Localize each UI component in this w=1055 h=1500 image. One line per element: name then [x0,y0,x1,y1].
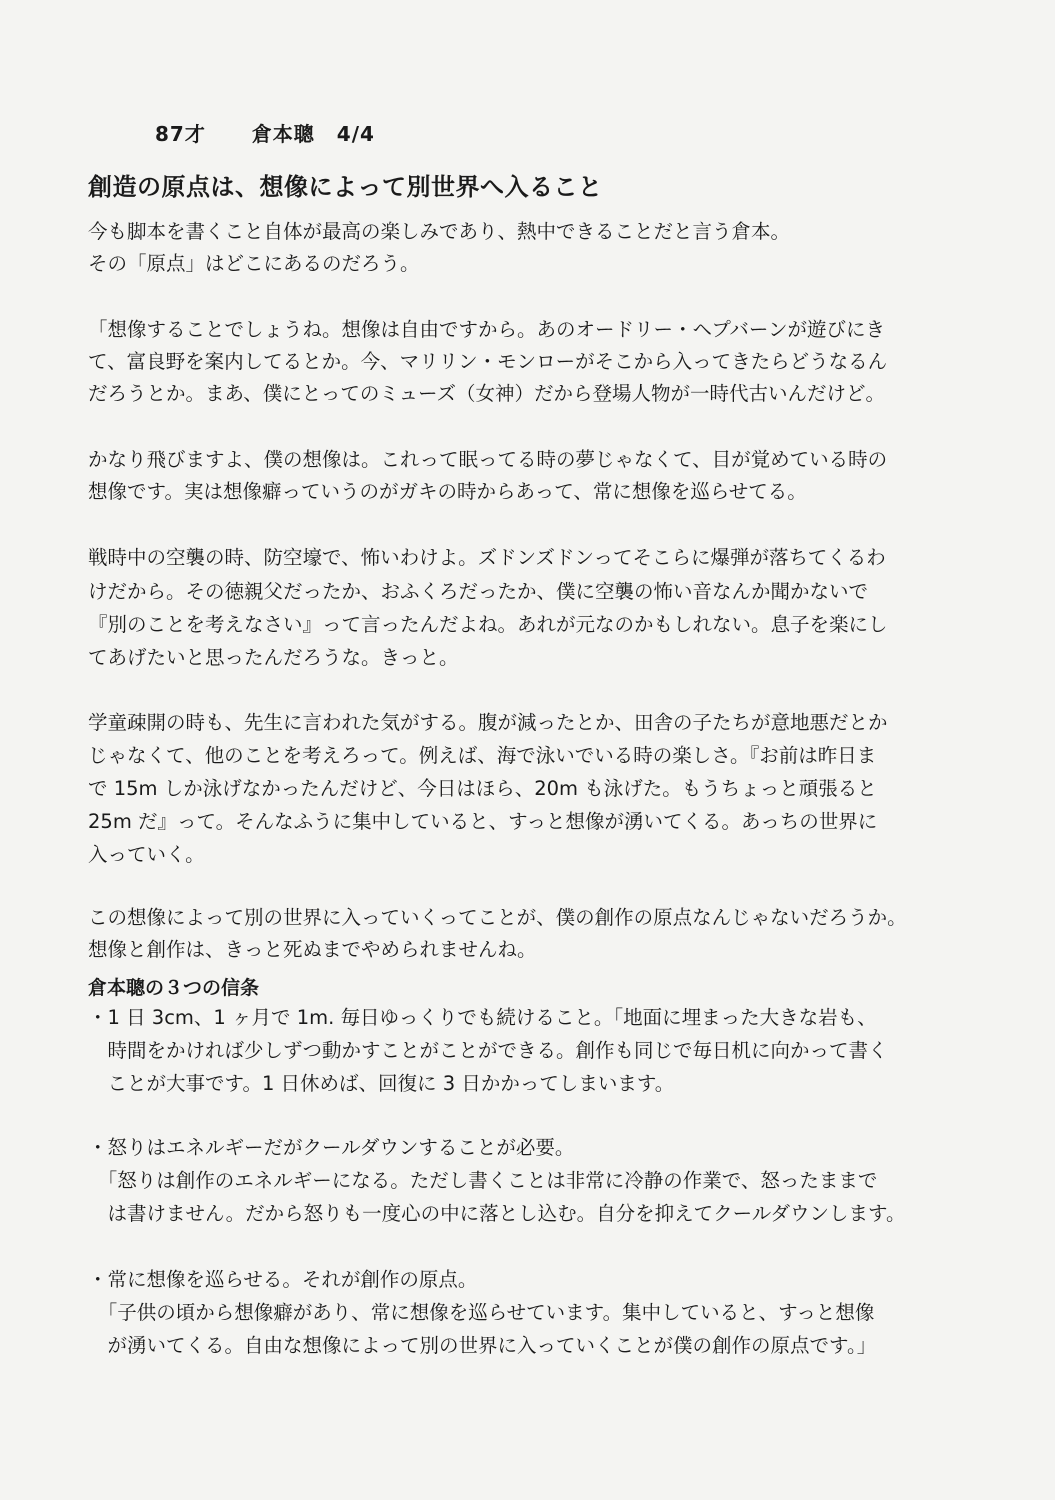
body-line: で 15m しか泳げなかったんだけど、今日はほら、20m も泳げた。もうちょっと頑張ると [88,777,877,800]
principles-heading: 倉本聰の３つの信条 [88,977,260,999]
page-header [155,118,375,147]
body-line: だろうとか。まあ、僕にとってのミューズ（女神）だから登場人物が一時代古いんだけど。 [88,382,885,405]
principle-line: ・怒りはエネルギーだがクールダウンすることが必要。 [88,1136,575,1159]
body-line: 「想像することでしょうね。想像は自由ですから。あのオードリー・ヘプバーンが遊びにき [88,318,885,341]
body-line: 今も脚本を書くこと自体が最高の楽しみであり、熱中できることだと言う倉本。 [88,220,791,243]
body-line: けだから。その徳親父だったか、おふくろだったか、僕に空襲の怖い音なんか聞かないで [88,580,869,603]
body-line: 入っていく。 [88,843,205,866]
body-line: この想像によって別の世界に入っていくってことが、僕の創作の原点なんじゃないだろうか。 [88,906,907,929]
header-name: 倉本聰 [251,122,315,146]
body-line: 25m だ』って。そんなふうに集中していると、すっと想像が湧いてくる。あっちの世界に [88,810,878,833]
article-title: 創造の原点は、想像によって別世界へ入ること [88,173,603,201]
body-line: じゃなくて、他のことを考えろって。例えば、海で泳いでいる時の楽しさ。『お前は昨日ま [88,744,877,767]
principle-line: ことが大事です。1 日休めば、回復に 3 日かかってしまいます。 [88,1072,675,1095]
principle-line: 時間をかければ少しずつ動かすことがことができる。創作も同じで毎日机に向かって書く [88,1039,888,1062]
body-line: かなり飛びますよ、僕の想像は。これって眠ってる時の夢じゃなくて、目が覚めている時の [88,448,888,471]
body-line: てあげたいと思ったんだろうな。きっと。 [88,646,459,669]
principle-line: 「子供の頃から想像癖があり、常に想像を巡らせています。集中していると、すっと想像 [88,1301,875,1324]
body-line: 想像と創作は、きっと死ぬまでやめられませんね。 [88,938,537,961]
principle-line: 「怒りは創作のエネルギーになる。ただし書くことは非常に冷静の作業で、怒ったままで [88,1169,878,1192]
principle-line: ・1 日 3cm、1 ヶ月で 1m. 毎日ゆっくりでも続けること。「地面に埋まった大きな岩も、 [88,1006,877,1029]
body-line: その「原点」はどこにあるのだろう。 [88,252,420,275]
body-line: 学童疎開の時も、先生に言われた気がする。腹が減ったとか、田舎の子たちが意地悪だとか [88,711,888,734]
principle-line: が湧いてくる。自由な想像によって別の世界に入っていくことが僕の創作の原点です。」 [88,1334,877,1357]
body-line: 想像です。実は想像癖っていうのがガキの時からあって、常に想像を巡らせてる。 [88,480,807,503]
body-line: 『別のことを考えなさい』って言ったんだよね。あれが元なのかもしれない。息子を楽にし [88,613,888,636]
principle-line: は書けません。だから怒りも一度心の中に落とし込む。自分を抑えてクールダウンします。 [88,1202,906,1225]
body-line: て、富良野を案内してるとか。今、マリリン・モンローがそこから入ってきたらどうなるん [88,350,888,373]
principle-line: ・常に想像を巡らせる。それが創作の原点。 [88,1268,478,1291]
header-age: 87才 [155,122,206,146]
header-page-number: 4/4 [336,122,375,146]
body-line: 戦時中の空襲の時、防空壕で、怖いわけよ。ズドンズドンってそこらに爆弾が落ちてくるわ [88,546,886,569]
